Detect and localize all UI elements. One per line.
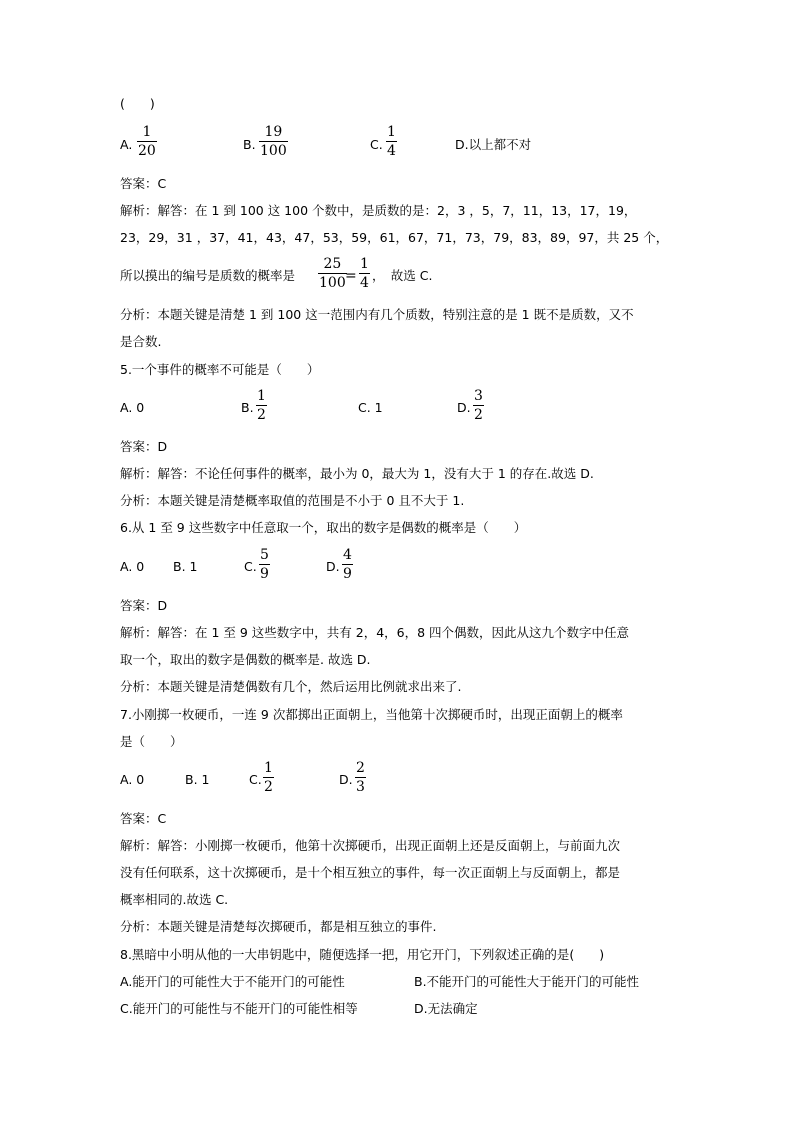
q6-answer: 答案：D bbox=[120, 598, 168, 613]
q4-paren: ( ) bbox=[120, 96, 155, 111]
q4-option-b-label: B. bbox=[243, 137, 256, 152]
q4-option-d: D.以上都不对 bbox=[455, 137, 532, 152]
numerator: 3 bbox=[474, 388, 483, 404]
q4-analysis-line-2: 23，29，31 ，37，41，43，47，53，59，61，67，71，73，79，83，89，97，共 25 个， bbox=[120, 230, 669, 245]
q4-analysis-equals: = bbox=[345, 268, 357, 284]
q7-note: 分析：本题关键是清楚每次掷硬币，都是相互独立的事件. bbox=[120, 919, 437, 934]
q6-analysis-line-1: 解析：解答：在 1 至 9 这些数字中，共有 2，4，6，8 四个偶数，因此从这九个数字中任意 bbox=[120, 625, 630, 640]
denominator: 100 bbox=[319, 275, 346, 291]
q5-analysis: 解析：解答：不论任何事件的概率，最小为 0，最大为 1，没有大于 1 的存在.故选 D. bbox=[120, 466, 594, 481]
denominator: 2 bbox=[474, 407, 483, 423]
q4-analysis-line-3a: 所以摸出的编号是质数的概率是 bbox=[120, 268, 296, 283]
q7-analysis-line-2: 没有任何联系，这十次掷硬币，是十个相互独立的事件，每一次正面朝上与反面朝上，都是 bbox=[120, 865, 621, 880]
denominator: 100 bbox=[260, 143, 287, 159]
denominator: 2 bbox=[257, 407, 266, 423]
q7-analysis-line-3: 概率相同的.故选 C. bbox=[120, 892, 229, 907]
q7-option-b: B. 1 bbox=[185, 772, 210, 787]
q5-option-d-fraction bbox=[473, 388, 484, 423]
q4-option-a-fraction bbox=[137, 124, 157, 159]
q5-option-d-label: D. bbox=[457, 400, 471, 415]
denominator: 20 bbox=[138, 143, 156, 159]
q8-option-c: C.能开门的可能性与不能开门的可能性相等 bbox=[120, 1001, 358, 1016]
q7-option-c-label: C. bbox=[249, 772, 262, 787]
q6-option-d-fraction bbox=[342, 547, 353, 582]
q6-question: 6.从 1 至 9 这些数字中任意取一个，取出的数字是偶数的概率是（ ） bbox=[120, 520, 527, 535]
q7-question-line-1: 7.小刚掷一枚硬币，一连 9 次都掷出正面朝上，当他第十次掷硬币时，出现正面朝上的概率 bbox=[120, 707, 623, 722]
numerator: 4 bbox=[343, 547, 352, 563]
denominator: 3 bbox=[356, 779, 365, 795]
q6-option-c-fraction bbox=[259, 547, 270, 582]
numerator: 1 bbox=[257, 388, 266, 404]
q4-note-line-1: 分析：本题关键是清楚 1 到 100 这一范围内有几个质数，特别注意的是 1 既不是质数，又不 bbox=[120, 307, 634, 322]
q5-option-b-label: B. bbox=[241, 400, 254, 415]
q8-option-d: D.无法确定 bbox=[414, 1001, 478, 1016]
numerator: 5 bbox=[260, 547, 269, 563]
q8-option-b: B.不能开门的可能性大于能开门的可能性 bbox=[414, 974, 640, 989]
q4-analysis-line-3b: ， 故选 C. bbox=[372, 268, 433, 283]
numerator: 25 bbox=[323, 256, 342, 272]
q7-answer: 答案：C bbox=[120, 811, 167, 826]
q4-option-b-fraction bbox=[259, 124, 288, 159]
numerator: 19 bbox=[264, 124, 283, 140]
q4-analysis-fraction-2 bbox=[359, 256, 370, 291]
q7-option-c-fraction bbox=[263, 760, 274, 795]
numerator: 1 bbox=[360, 256, 369, 272]
q4-option-a-label: A. bbox=[120, 137, 133, 152]
q8-option-a: A.能开门的可能性大于不能开门的可能性 bbox=[120, 974, 345, 989]
q7-option-d-label: D. bbox=[339, 772, 353, 787]
q6-option-c-label: C. bbox=[244, 559, 257, 574]
q6-option-a: A. 0 bbox=[120, 559, 145, 574]
q4-option-c-label: C. bbox=[370, 137, 383, 152]
q6-option-d-label: D. bbox=[326, 559, 340, 574]
numerator: 1 bbox=[142, 124, 152, 140]
q5-question: 5.一个事件的概率不可能是（ ） bbox=[120, 362, 320, 377]
q7-option-a: A. 0 bbox=[120, 772, 145, 787]
q6-option-b: B. 1 bbox=[173, 559, 198, 574]
q5-option-c: C. 1 bbox=[358, 400, 383, 415]
q4-note-line-2: 是合数. bbox=[120, 334, 162, 349]
numerator: 1 bbox=[264, 760, 273, 776]
q4-analysis-line-1: 解析：解答：在 1 到 100 这 100 个数中，是质数的是：2，3 ，5，7，11，13，17，19， bbox=[120, 203, 637, 218]
numerator: 1 bbox=[387, 124, 396, 140]
denominator: 9 bbox=[260, 566, 269, 582]
denominator: 2 bbox=[264, 779, 273, 795]
q6-note: 分析：本题关键是清楚偶数有几个，然后运用比例就求出来了. bbox=[120, 679, 462, 694]
q6-analysis-line-2: 取一个，取出的数字是偶数的概率是. 故选 D. bbox=[120, 652, 371, 667]
q7-question-line-2: 是（ ） bbox=[120, 734, 183, 749]
q5-answer: 答案：D bbox=[120, 439, 168, 454]
numerator: 2 bbox=[356, 760, 365, 776]
q5-note: 分析：本题关键是清楚概率取值的范围是不小于 0 且不大于 1. bbox=[120, 493, 465, 508]
denominator: 9 bbox=[343, 566, 352, 582]
q5-option-b-fraction bbox=[256, 388, 267, 423]
q8-question: 8.黑暗中小明从他的一大串钥匙中，随便选择一把，用它开门，下列叙述正确的是( ) bbox=[120, 947, 605, 962]
q7-option-d-fraction bbox=[355, 760, 366, 795]
q7-analysis-line-1: 解析：解答：小刚掷一枚硬币，他第十次掷硬币，出现正面朝上还是反面朝上，与前面九次 bbox=[120, 838, 621, 853]
denominator: 4 bbox=[387, 143, 396, 159]
denominator: 4 bbox=[360, 275, 369, 291]
q4-option-c-fraction bbox=[386, 124, 397, 159]
q4-analysis-fraction-1 bbox=[318, 256, 347, 291]
q4-answer: 答案：C bbox=[120, 176, 167, 191]
q5-option-a: A. 0 bbox=[120, 400, 145, 415]
